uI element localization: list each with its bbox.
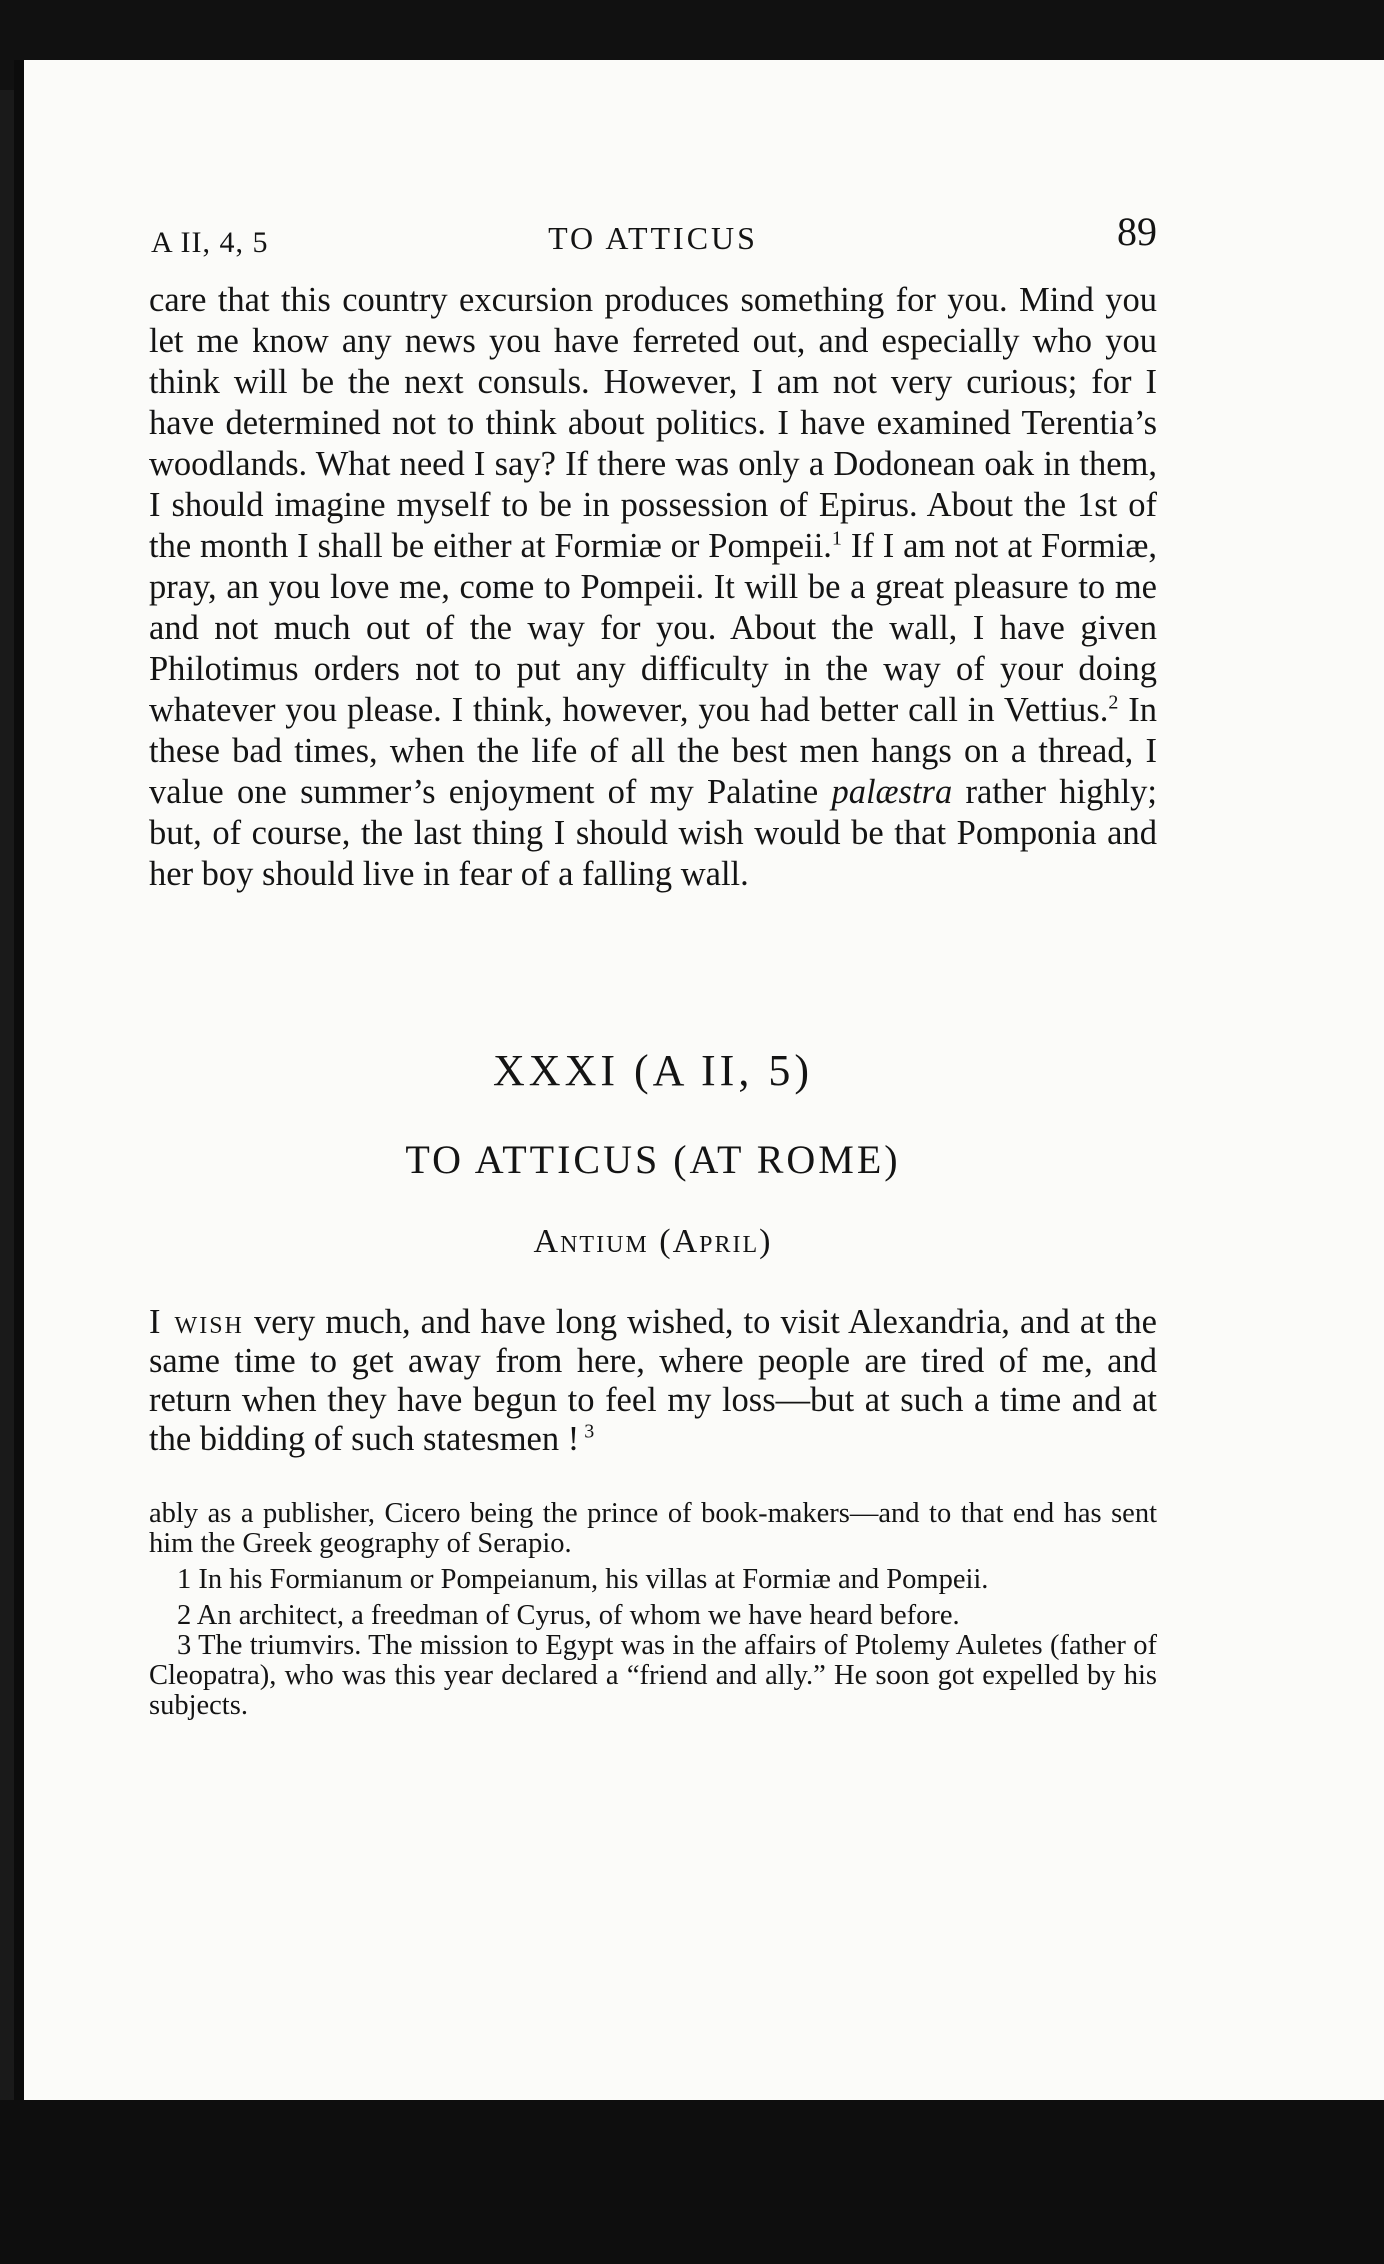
opening-words: I wish [149, 1303, 244, 1341]
text-run: very much, and have long wished, to visit Alexandria, and at the same time to get away from here, where people are tired of me, and return when they have begun to feel my loss—but at such a time and at the bidding of such statesmen ! [149, 1303, 1157, 1458]
footnote-carryover: ably as a publisher, Cicero being the prince of book-makers—and to that end has sent him the Greek geography of Serapio. [149, 1498, 1157, 1559]
footnote-3: 3 The triumvirs. The mission to Egypt was in the affairs of Ptolemy Auletes (father of Cleopatra), who was this year declared a “friend and ally.” He soon got expelled by his subjects. [149, 1630, 1157, 1721]
italic-term: palæstra [831, 773, 953, 811]
footnote-ref-2: 2 [1108, 691, 1119, 714]
scan-border-bottom [0, 2100, 1384, 2264]
letter-number: XXXI (A II, 5) [493, 1046, 813, 1095]
paragraph [149, 1303, 1157, 1459]
section-reference: A II, 4, 5 [151, 226, 269, 259]
text-run: care that this country excursion produces something for you. Mind you let me know any news you have ferreted out, and especially who you think will be the next consuls. However, I am not very curious; for I have determined not to think about politics. I have examined Terentia’s woodlands. What need I say? If there was only a Dodonean oak in them, I should imagine myself to be in possession of Epirus. About the 1st of the month I shall be either at Formiæ or Pompeii. [149, 281, 1157, 565]
running-title: TO ATTICUS [548, 220, 758, 256]
paragraph [149, 280, 1157, 895]
text-run: In these bad times, when the life of all the best men hangs on a thread, I value one summer’s enjoyment of my Palatine [149, 691, 1157, 811]
text-run: If I am not at Formiæ, pray, an you love me, come to Pompeii. It will be a great pleasure to me and not much out of the way for you. About the wall, I have given Philotimus orders not to put any difficulty in the way of your doing whatever you please. I think, however, you had better call in Vettius. [149, 527, 1157, 729]
letter-heading [149, 1045, 1157, 1261]
continued-letter-text [149, 280, 1157, 895]
letter-place-date: Antium (April) [533, 1223, 773, 1260]
text-run: rather highly; but, of course, the last thing I should wish would be that Pomponia and her boy should live in fear of a falling wall. [149, 773, 1157, 893]
letter-title: TO ATTICUS (AT ROME) [405, 1137, 901, 1182]
page-content [149, 190, 1157, 1721]
running-head [149, 190, 1157, 280]
footnote-2: 2 An architect, a freedman of Cyrus, of whom we have heard before. [177, 1600, 960, 1631]
page-number: 89 [1117, 209, 1157, 254]
footnote-ref-1: 1 [831, 527, 842, 550]
footnote-ref-3: 3 [579, 1420, 595, 1443]
footnote-1: 1 In his Formianum or Pompeianum, his villas at Formiæ and Pompeii. [177, 1564, 989, 1595]
letter-body [149, 1303, 1157, 1459]
book-page [14, 60, 1384, 2100]
footnotes [149, 1499, 1157, 1721]
